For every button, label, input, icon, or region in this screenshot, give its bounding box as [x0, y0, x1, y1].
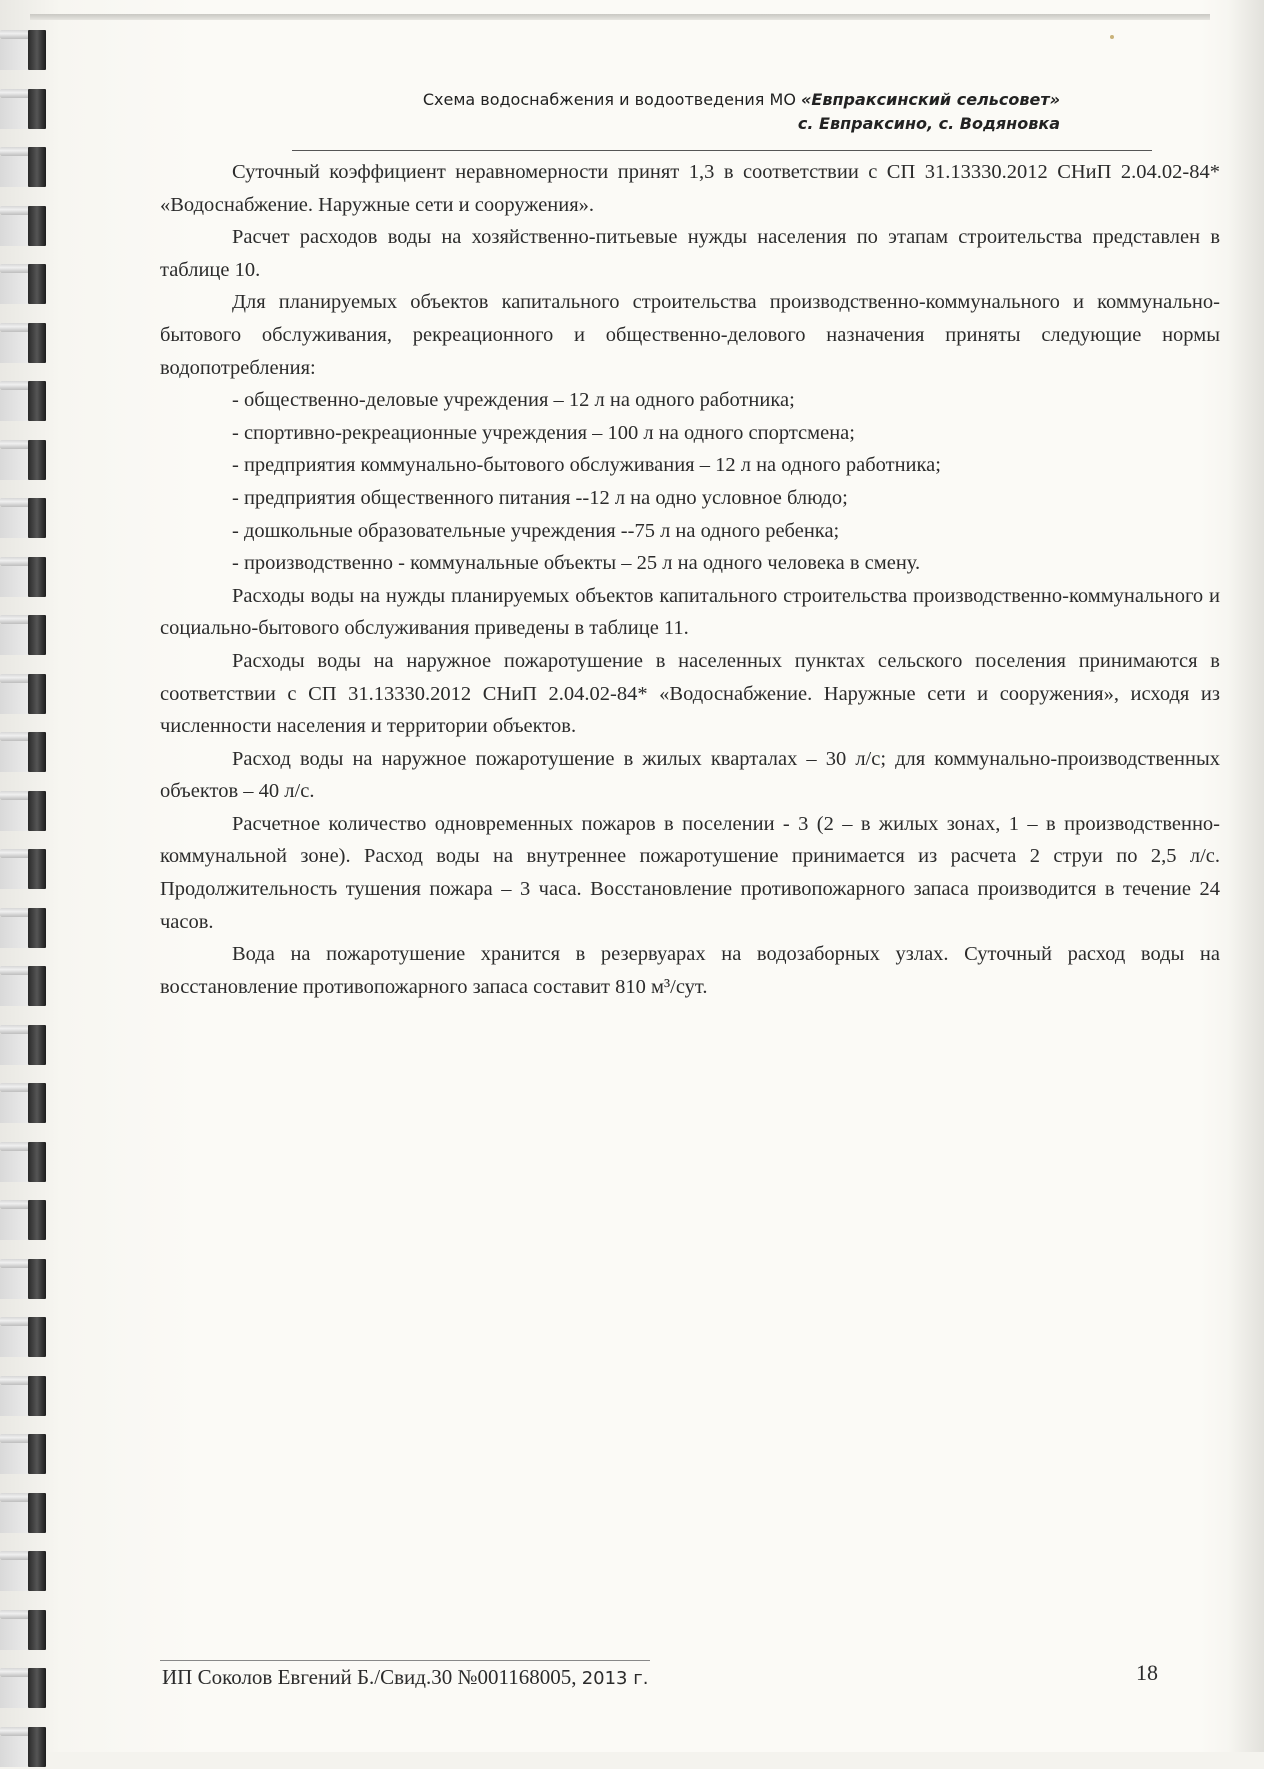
- paragraph: Для планируемых объектов капитального строительства производственно-коммунального и коммунально-бытового обслуживания, рекреационного и общественно-делового назначения приняты следующие нормы водопотребления:: [160, 291, 1220, 379]
- binding-ring: [0, 1725, 66, 1769]
- footer-author-text: ИП Соколов Евгений Б./Свид.30 №001168005,: [162, 1665, 582, 1689]
- binding-ring: [0, 87, 66, 131]
- header-line-1: [300, 90, 1060, 109]
- body-text: [160, 156, 1220, 1003]
- paragraph: Расходы воды на наружное пожаротушение в населенных пунктах сельского поселения принимаются в соответствии с СП 31.13330.2012 СНиП 2.04.02-84* «Водоснабжение. Наружные сети и сооружения», исходя из численности населения и территории объектов.: [160, 649, 1220, 738]
- binding-ring: [0, 1315, 66, 1359]
- spiral-binding: [0, 0, 70, 1752]
- page-right-edge: [1228, 0, 1264, 1752]
- list-item: - дошкольные образовательные учреждения --75 л на одного ребенка;: [232, 519, 840, 542]
- footer-year: 2013 г.: [581, 1668, 649, 1689]
- binding-ring: [0, 496, 66, 540]
- page-number: 18: [1136, 1660, 1158, 1685]
- binding-ring: [0, 28, 66, 72]
- paragraph: Вода на пожаротушение хранится в резервуарах на водозаборных узлах. Суточный расход воды на восстановление противопожарного запаса составит 810 м³/сут.: [160, 943, 1220, 998]
- list-item: - предприятия коммунально-бытового обслуживания – 12 л на одного работника;: [232, 454, 941, 477]
- binding-ring: [0, 1198, 66, 1242]
- binding-ring: [0, 1257, 66, 1301]
- binding-ring: [0, 1023, 66, 1067]
- binding-ring: [0, 438, 66, 482]
- binding-ring: [0, 1140, 66, 1184]
- binding-ring: [0, 1666, 66, 1710]
- binding-ring: [0, 1374, 66, 1418]
- binding-ring: [0, 1432, 66, 1476]
- binding-ring: [0, 672, 66, 716]
- binding-ring: [0, 262, 66, 306]
- binding-ring: [0, 789, 66, 833]
- list-item: - спортивно-рекреационные учреждения – 100 л на одного спортсмена;: [232, 421, 855, 444]
- binding-ring: [0, 964, 66, 1008]
- binding-ring: [0, 847, 66, 891]
- binding-ring: [0, 204, 66, 248]
- list-item: - предприятия общественного питания --12 л на одно условное блюдо;: [232, 486, 848, 509]
- paragraph: Расходы воды на нужды планируемых объектов капитального строительства производственно-коммунального и социально-бытового обслуживания приведены в таблице 11.: [160, 584, 1220, 640]
- page-top-edge: [30, 14, 1210, 20]
- header-organization: «Евпраксинский сельсовет»: [801, 90, 1060, 109]
- binding-ring: [0, 321, 66, 365]
- binding-ring: [0, 379, 66, 423]
- list-item: - общественно-деловые учреждения – 12 л на одного работника;: [232, 389, 795, 412]
- binding-ring: [0, 613, 66, 657]
- footer-divider: [160, 1660, 650, 1661]
- paper-speck: [1110, 35, 1114, 39]
- binding-ring: [0, 1608, 66, 1652]
- binding-ring: [0, 1081, 66, 1125]
- binding-ring: [0, 555, 66, 599]
- binding-ring: [0, 1491, 66, 1535]
- paragraph: Расчет расходов воды на хозяйственно-питьевые нужды населения по этапам строительства представлен в таблице 10.: [160, 226, 1220, 281]
- binding-ring: [0, 1549, 66, 1593]
- header-prefix: Схема водоснабжения и водоотведения МО: [422, 90, 801, 109]
- binding-ring: [0, 906, 66, 950]
- header-line-2: с. Евпраксино, с. Водяновка: [797, 114, 1060, 133]
- header-divider: [292, 150, 1152, 151]
- paragraph: Расход воды на наружное пожаротушение в жилых кварталах – 30 л/с; для коммунально-производственных объектов – 40 л/с.: [160, 747, 1220, 803]
- paragraph: Суточный коэффициент неравномерности принят 1,3 в соответствии с СП 31.13330.2012 СНиП 2.04.02-84* «Водоснабжение. Наружные сети и сооружения».: [160, 161, 1220, 216]
- binding-ring: [0, 730, 66, 774]
- paragraph: Расчетное количество одновременных пожаров в поселении - 3 (2 – в жилых зонах, 1 – в производственно-коммунальной зоне). Расход воды на внутреннее пожаротушение принимается из расчета 2 струи по 2,5 л/с. Продолжительность тушения пожара – 3 часа. Восстановление противопожарного запаса производится в течение 24 часов.: [160, 812, 1220, 933]
- binding-ring: [0, 145, 66, 189]
- footer-author: [162, 1665, 648, 1690]
- list-item: - производственно - коммунальные объекты – 25 л на одного человека в смену.: [232, 552, 921, 575]
